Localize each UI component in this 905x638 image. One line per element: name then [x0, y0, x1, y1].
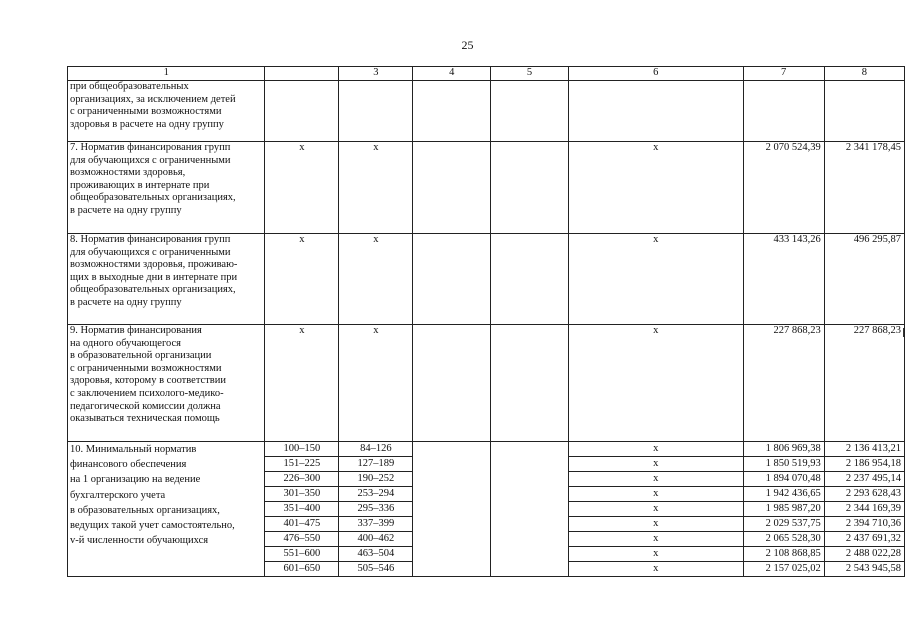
table-cell — [491, 562, 569, 577]
table-cell — [491, 487, 569, 502]
table-cell — [413, 442, 491, 457]
table-header-row — [68, 67, 905, 81]
table-cell: 2 065 528,30 — [743, 532, 824, 547]
table-cell: x — [568, 562, 743, 577]
table-cell: 301–350 — [265, 487, 339, 502]
table-cell — [491, 532, 569, 547]
table-cell: 1 894 070,48 — [743, 472, 824, 487]
table-cell — [413, 562, 491, 577]
table-cell: x — [265, 234, 339, 325]
table-cell: 2 341 178,45 — [824, 142, 904, 234]
table-cell — [413, 234, 491, 325]
table-cell: 2 293 628,43 — [824, 487, 904, 502]
table-cell: x — [568, 234, 743, 325]
table-cell: 351–400 — [265, 502, 339, 517]
table-cell — [339, 81, 413, 142]
table-cell: 2 344 169,39 — [824, 502, 904, 517]
table-cell: 551–600 — [265, 547, 339, 562]
table-cell: 2 108 868,85 — [743, 547, 824, 562]
page-number: 25 — [461, 38, 474, 52]
table-cell — [491, 325, 569, 442]
table-cell — [413, 517, 491, 532]
table-cell — [824, 81, 904, 142]
table-cell — [491, 517, 569, 532]
table-cell — [491, 472, 569, 487]
table-cell — [491, 142, 569, 234]
table-cell: 295–336 — [339, 502, 413, 517]
table-cell: 253–294 — [339, 487, 413, 502]
table-cell — [265, 81, 339, 142]
table-cell: 2 437 691,32 — [824, 532, 904, 547]
table-cell: 1 942 436,65 — [743, 487, 824, 502]
row-description: 8. Норматив финансирования групп для обучающихся с ограниченными возможностями здоровья, проживаю- щих в выходные дни в интернате при общеобразовательных организациях, в расчете на одну группу — [68, 234, 265, 325]
table-cell — [491, 457, 569, 472]
table-cell: x — [568, 325, 743, 442]
table-cell: 2 488 022,28 — [824, 547, 904, 562]
table-cell: x — [265, 325, 339, 442]
table-cell: x — [339, 234, 413, 325]
table-cell: x — [568, 517, 743, 532]
table-cell: x — [568, 142, 743, 234]
table-cell: 190–252 — [339, 472, 413, 487]
table-cell: 463–504 — [339, 547, 413, 562]
table-cell — [413, 502, 491, 517]
table-cell: x — [568, 532, 743, 547]
table-cell: x — [339, 142, 413, 234]
table-cell: 2 136 413,21 — [824, 442, 904, 457]
table-cell: 84–126 — [339, 442, 413, 457]
table-cell — [491, 547, 569, 562]
table-cell: x — [568, 502, 743, 517]
table-cell — [413, 532, 491, 547]
table-cell: 2 543 945,58 — [824, 562, 904, 577]
table-cell — [413, 325, 491, 442]
column-header — [265, 67, 339, 81]
table-cell: x — [568, 457, 743, 472]
table-cell: 400–462 — [339, 532, 413, 547]
column-header: 8 — [824, 67, 904, 81]
table-cell: 227 868,23 — [743, 325, 824, 442]
table-cell: 1 850 519,93 — [743, 457, 824, 472]
row-description: при общеобразовательных организациях, за исключением детей с ограниченными возможностями здоровья в расчете на одну группу — [68, 81, 265, 142]
table-cell — [491, 234, 569, 325]
column-header: 6 — [568, 67, 743, 81]
table-cell — [491, 442, 569, 457]
column-header: 7 — [743, 67, 824, 81]
table-cell: 100–150 — [265, 442, 339, 457]
table-cell: 226–300 — [265, 472, 339, 487]
table-cell: 2 029 537,75 — [743, 517, 824, 532]
table-cell — [413, 142, 491, 234]
scan-edge-mark — [903, 328, 904, 337]
table-cell: 505–546 — [339, 562, 413, 577]
column-header: 4 — [413, 67, 491, 81]
table-cell: 2 237 495,14 — [824, 472, 904, 487]
table-cell: 337–399 — [339, 517, 413, 532]
row-description: 7. Норматив финансирования групп для обучающихся с ограниченными возможностями здоровья, проживающих в интернате при общеобразовательных организациях, в расчете на одну группу — [68, 142, 265, 234]
table-cell — [413, 472, 491, 487]
table-cell: 227 868,23 — [824, 325, 904, 442]
table-cell: x — [568, 472, 743, 487]
table-cell — [491, 81, 569, 142]
column-header: 3 — [339, 67, 413, 81]
table-cell: 151–225 — [265, 457, 339, 472]
table-cell: 496 295,87 — [824, 234, 904, 325]
table-cell — [743, 81, 824, 142]
table-cell: x — [265, 142, 339, 234]
table-cell — [413, 81, 491, 142]
table-cell: x — [568, 487, 743, 502]
norms-table — [67, 66, 905, 577]
table-cell: 401–475 — [265, 517, 339, 532]
table-cell — [491, 502, 569, 517]
table-cell: 476–550 — [265, 532, 339, 547]
table-cell: x — [568, 547, 743, 562]
table-cell: 601–650 — [265, 562, 339, 577]
column-header: 1 — [68, 67, 265, 81]
row-description: 10. Минимальный норматив финансового обеспечения на 1 организацию на ведение бухгалтерского учета в образовательных организациях, ведущих такой учет самостоятельно, v-й численности обучающихся — [68, 442, 265, 577]
table-cell: 433 143,26 — [743, 234, 824, 325]
row-description: 9. Норматив финансирования на одного обучающегося в образовательной организации с ограниченными возможностями здоровья, которому в соответствии с заключением психолого-медико- педагогической комиссии должна оказываться техническая помощь — [68, 325, 265, 442]
table-cell: x — [339, 325, 413, 442]
table-cell — [413, 457, 491, 472]
table-cell: 2 157 025,02 — [743, 562, 824, 577]
table-row — [68, 81, 905, 142]
column-header: 5 — [491, 67, 569, 81]
table-cell: 2 394 710,36 — [824, 517, 904, 532]
table-cell: 1 806 969,38 — [743, 442, 824, 457]
table-cell — [413, 547, 491, 562]
table-cell: 127–189 — [339, 457, 413, 472]
table-cell: 2 070 524,39 — [743, 142, 824, 234]
table-cell — [413, 487, 491, 502]
table-cell: x — [568, 442, 743, 457]
table-row — [68, 325, 905, 442]
table-row — [68, 142, 905, 234]
table-row — [68, 234, 905, 325]
table-cell: 2 186 954,18 — [824, 457, 904, 472]
table-cell: 1 985 987,20 — [743, 502, 824, 517]
table-row — [68, 442, 905, 457]
table-cell — [568, 81, 743, 142]
